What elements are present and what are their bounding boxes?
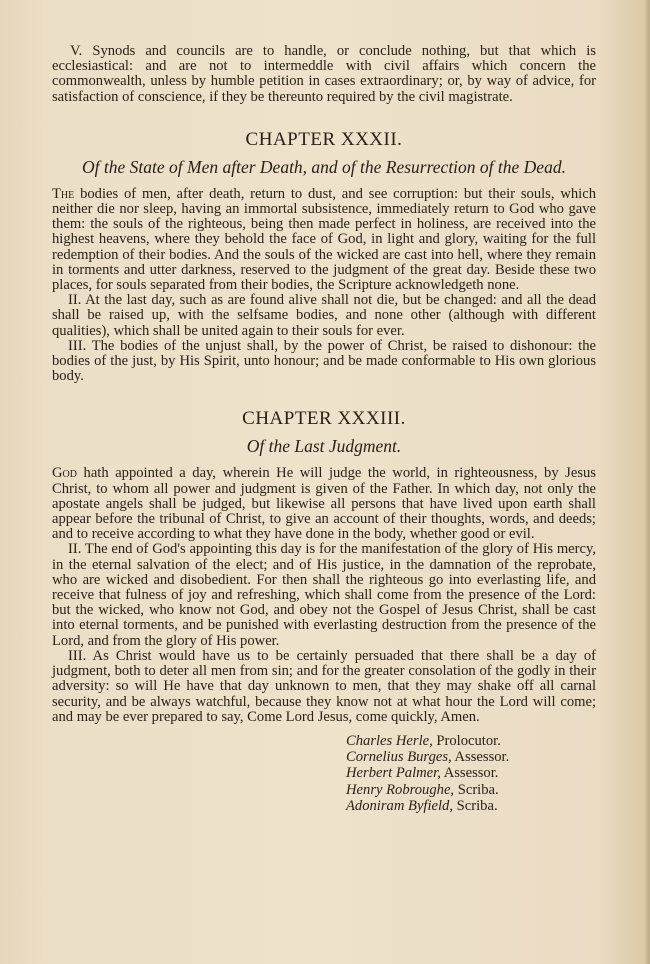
signatory-name: Adoniram Byfield, [346, 797, 454, 814]
signatory-role: Prolocutor. [432, 732, 501, 749]
chapter-32-title: Of the State of Men after Death, and of the Resurrection of the Dead. [82, 156, 566, 177]
chapter-32-paragraph-1-text: bodies of men, after death, return to dust, and see corruption: but their souls, which neither die nor sleep, having an immortal subsistence, immediately return to God who gave them: the souls of the righteous, being then made perfect in holiness, are received into the highest heavens, where they behold the face of God, in light and glory, waiting for the full redemption of their bodies. And the souls of the wicked are cast into hell, where they remain in torments and utter darkness, reserved to the judgment of the great day. Beside these two places, for souls separated from their bodies, the Scripture acknowledgeth none. [52, 185, 596, 294]
chapter-32-paragraph-2: II. At the last day, such as are found alive shall not die, but be changed: and all the dead shall be raised up, with the selfsame bodies, and none other (although with different qualities), which shall be united again to their souls for ever. [52, 292, 596, 339]
chapter-33-heading: CHAPTER XXXIII. [242, 408, 406, 430]
signatory-role: Assessor. [440, 765, 499, 782]
signature-line [346, 733, 596, 749]
page-edge-shadow [644, 0, 650, 964]
signatory-role: Assessor. [451, 749, 510, 766]
signatory-name: Herbert Palmer, [346, 765, 441, 782]
chapter-33-paragraph-1-text: hath appointed a day, wherein He will judge the world, in righteousness, by Jesus Christ, to whom all power and judgment is given of the Father. In which day, not only the apostate angels shall be judged, but likewise all persons that have lived upon earth shall appear before the tribunal of Christ, to give an account of their thoughts, words, and deeds; and to receive according to what they have done in the body, whether good or evil. [52, 465, 596, 543]
signatory-name: Charles Herle, [346, 732, 433, 749]
signature-line [346, 782, 596, 798]
chapter-32-paragraph-3: III. The bodies of the unjust shall, by the power of Christ, be raised to dishonour: the bodies of the just, by His Spirit, unto honour; and be made conformable to His own glorious body. [52, 337, 596, 385]
signature-line [346, 749, 596, 765]
chapter-33-lead-word: God [52, 465, 77, 482]
page-content [52, 44, 596, 814]
chapter-33-paragraph-2: II. The end of God's appointing this day is for the manifestation of the glory of His mercy, in the eternal salvation of the elect; and of His justice, in the damnation of the reprobate, who are wicked and disobedient. For then shall the righteous go into everlasting life, and receive that fulness of joy and refreshing, which shall come from the presence of the Lord: but the wicked, who know not God, and obey not the Gospel of Jesus Christ, shall be cast into eternal torments, and be punished with everlasting destruction from the presence of the Lord, and from the glory of His power. [52, 541, 596, 649]
chapter-33-paragraph-1 [52, 466, 596, 542]
chapter-32-paragraph-1 [52, 187, 596, 293]
chapter-32-heading: CHAPTER XXXII. [245, 128, 403, 150]
signature-line [346, 765, 596, 781]
signatory-name: Henry Robroughe, [346, 781, 455, 798]
chapter-33-title: Of the Last Judgment. [246, 436, 402, 457]
signature-line [346, 798, 596, 814]
signatory-name: Cornelius Burges, [346, 749, 452, 766]
section-v-paragraph: V. Synods and councils are to handle, or conclude nothing, but that which is ecclesiastical: and are not to intermeddle with civil affairs which concern the commonwealth, unless by humble petition in cases extraordinary; or, by way of advice, for satisfaction of conscience, if they be thereunto required by the civil magistrate. [52, 43, 596, 105]
signatory-role: Scriba. [453, 797, 498, 814]
chapter-33-paragraph-3: III. As Christ would have us to be certainly persuaded that there shall be a day of judgment, both to deter all men from sin; and for the greater consolation of the godly in their adversity: so will He have that day unknown to men, that they may shake off all carnal security, and be always watchful, because they know not at what hour the Lord will come; and may be ever prepared to say, Come Lord Jesus, come quickly, Amen. [52, 647, 596, 725]
signature-block [346, 733, 596, 814]
chapter-32-lead-word: The [52, 185, 75, 202]
signatory-role: Scriba. [454, 781, 499, 798]
